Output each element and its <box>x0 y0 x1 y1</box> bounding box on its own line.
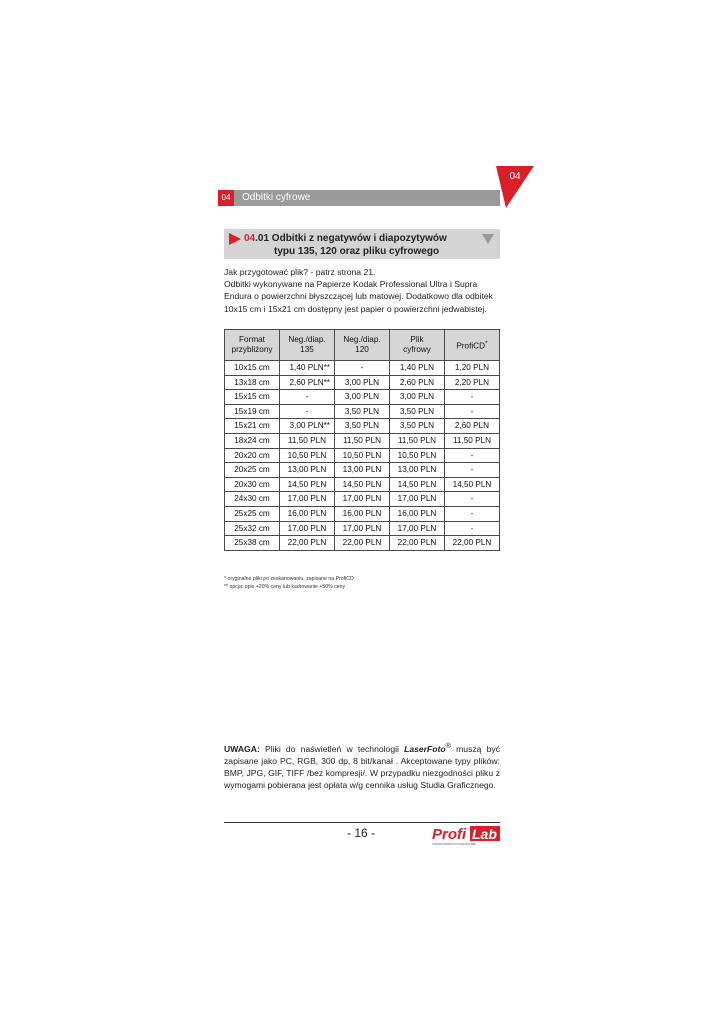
price-table <box>224 329 500 551</box>
price-cell: - <box>335 361 390 376</box>
format-cell: 18x24 cm <box>225 433 280 448</box>
section-number: 04 <box>244 233 256 244</box>
price-cell: 11,50 PLN <box>280 433 335 448</box>
table-row <box>225 521 500 536</box>
table-row <box>225 536 500 551</box>
price-cell: 11,50 PLN <box>390 433 445 448</box>
format-cell: 15x19 cm <box>225 404 280 419</box>
price-cell: 14,50 PLN <box>445 477 500 492</box>
price-cell: 1,40 PLN <box>390 361 445 376</box>
price-cell: 13,00 PLN <box>280 463 335 478</box>
price-cell: 2,60 PLN <box>390 375 445 390</box>
format-cell: 15x15 cm <box>225 390 280 405</box>
header-proficd: ProfiCD* <box>445 330 500 361</box>
svg-text:LABORATORIUM FOTOGRAFICZNE: LABORATORIUM FOTOGRAFICZNE <box>432 843 476 846</box>
footnote-2: ** opcja: opis +20% ceny lub kadrowanie +50% ceny <box>224 584 346 590</box>
price-cell: 3,00 PLN** <box>280 419 335 434</box>
price-cell: 22,00 PLN <box>335 536 390 551</box>
price-cell: - <box>280 390 335 405</box>
price-cell: 11,50 PLN <box>335 433 390 448</box>
section-title <box>244 232 474 258</box>
page-number: - 16 - <box>346 826 375 840</box>
price-cell: 13,00 PLN <box>390 463 445 478</box>
table-row <box>225 361 500 376</box>
table-row <box>225 419 500 434</box>
intro-paper-info: Odbitki wykonywane na Papierze Kodak Professional Ultra i Supra Endura o powierzchni błyszczącej lub matowej. Dodatkowo dla odbitek 10x15 cm i 15x21 cm dostępny jest papier o powierzchni jedwabistej. <box>224 279 493 314</box>
format-cell: 24x30 cm <box>225 492 280 507</box>
price-cell: 16,00 PLN <box>335 506 390 521</box>
price-cell: 17,00 PLN <box>390 521 445 536</box>
table-row <box>225 463 500 478</box>
section-title-line1: .01 Odbitki z negatywów i diapozytywów <box>255 233 447 244</box>
price-cell: 16,00 PLN <box>390 506 445 521</box>
warning-note: UWAGA: Pliki do naświetleń w technologii LaserFoto® muszą być zapisane jako PC, RGB, 300 dp, 8 bit/kanał . Akceptowane typy plików: BMP, JPG, GIF, TIFF /bez kompresji/. W przypadku niezgodności pliku z wymogami pobierana jest opłata w/g cennika usług Studia Graficznego. <box>224 742 500 791</box>
price-cell: 3,50 PLN <box>335 419 390 434</box>
intro-text <box>224 266 500 315</box>
format-cell: 20x20 cm <box>225 448 280 463</box>
format-cell: 15x21 cm <box>225 419 280 434</box>
price-cell: 3,50 PLN <box>335 404 390 419</box>
price-cell: 17,00 PLN <box>280 521 335 536</box>
price-cell: 16,00 PLN <box>280 506 335 521</box>
price-cell: 10,50 PLN <box>280 448 335 463</box>
table-row <box>225 433 500 448</box>
price-cell: 3,00 PLN <box>390 390 445 405</box>
table-row <box>225 390 500 405</box>
header-neg-135: Neg./diap. 135 <box>280 330 335 361</box>
svg-text:Profi: Profi <box>432 826 467 843</box>
price-cell: 22,00 PLN <box>390 536 445 551</box>
price-cell: 2,60 PLN** <box>280 375 335 390</box>
table-row <box>225 492 500 507</box>
price-cell: 2,20 PLN <box>445 375 500 390</box>
play-arrow-icon <box>229 233 241 245</box>
warning-label: UWAGA: <box>224 743 260 754</box>
price-cell: 13,00 PLN <box>335 463 390 478</box>
price-cell: 10,50 PLN <box>335 448 390 463</box>
format-cell: 25x32 cm <box>225 521 280 536</box>
laserfoto-brand: LaserFoto <box>404 743 446 754</box>
price-cell: 10,50 PLN <box>390 448 445 463</box>
price-cell: - <box>445 521 500 536</box>
table-header-row <box>225 330 500 361</box>
footer-divider <box>224 822 500 823</box>
chapter-corner-number: 04 <box>509 171 521 182</box>
price-cell: 1,20 PLN <box>445 361 500 376</box>
price-cell: 17,00 PLN <box>335 521 390 536</box>
table-row <box>225 375 500 390</box>
intro-line-1: Jak przygotować plik? - patrz strona 21. <box>224 267 376 277</box>
price-cell: 1,40 PLN** <box>280 361 335 376</box>
header-neg-120: Neg./diap. 120 <box>335 330 390 361</box>
price-cell: 17,00 PLN <box>280 492 335 507</box>
price-cell: 3,50 PLN <box>390 419 445 434</box>
price-cell: 17,00 PLN <box>390 492 445 507</box>
footnote-1: * oryginalne pliki po zeskanowaniu, zapisane na ProfiCD <box>224 576 354 582</box>
chapter-number-badge: 04 <box>218 190 234 206</box>
price-cell: 11,50 PLN <box>445 433 500 448</box>
svg-text:Lab: Lab <box>472 826 497 842</box>
header-format: Format przybliżony <box>225 330 280 361</box>
price-cell: 22,00 PLN <box>280 536 335 551</box>
format-cell: 25x25 cm <box>225 506 280 521</box>
price-cell: - <box>445 404 500 419</box>
price-cell: 17,00 PLN <box>335 492 390 507</box>
header-digital-file: Plik cyfrowy <box>390 330 445 361</box>
format-cell: 13x18 cm <box>225 375 280 390</box>
section-title-line2: typu 135, 120 oraz pliku cyfrowego <box>274 246 440 257</box>
format-cell: 10x15 cm <box>225 361 280 376</box>
format-cell: 20x30 cm <box>225 477 280 492</box>
price-cell: - <box>445 448 500 463</box>
price-cell: 14,50 PLN <box>335 477 390 492</box>
triangle-down-icon <box>482 234 494 244</box>
price-cell: 3,00 PLN <box>335 375 390 390</box>
table-row <box>225 404 500 419</box>
price-cell: - <box>445 390 500 405</box>
format-cell: 20x25 cm <box>225 463 280 478</box>
price-cell: 22,00 PLN <box>445 536 500 551</box>
table-row <box>225 477 500 492</box>
price-cell: 14,50 PLN <box>280 477 335 492</box>
profilab-logo <box>430 824 502 846</box>
chapter-corner-marker <box>496 166 534 208</box>
table-row <box>225 448 500 463</box>
price-cell: 14,50 PLN <box>390 477 445 492</box>
format-cell: 25x38 cm <box>225 536 280 551</box>
price-cell: 3,50 PLN <box>390 404 445 419</box>
price-cell: - <box>445 492 500 507</box>
price-cell: 3,00 PLN <box>335 390 390 405</box>
chapter-title: Odbitki cyfrowe <box>242 192 311 203</box>
price-cell: - <box>445 463 500 478</box>
table-row <box>225 506 500 521</box>
price-cell: - <box>280 404 335 419</box>
price-cell: - <box>445 506 500 521</box>
price-cell: 2,60 PLN <box>445 419 500 434</box>
